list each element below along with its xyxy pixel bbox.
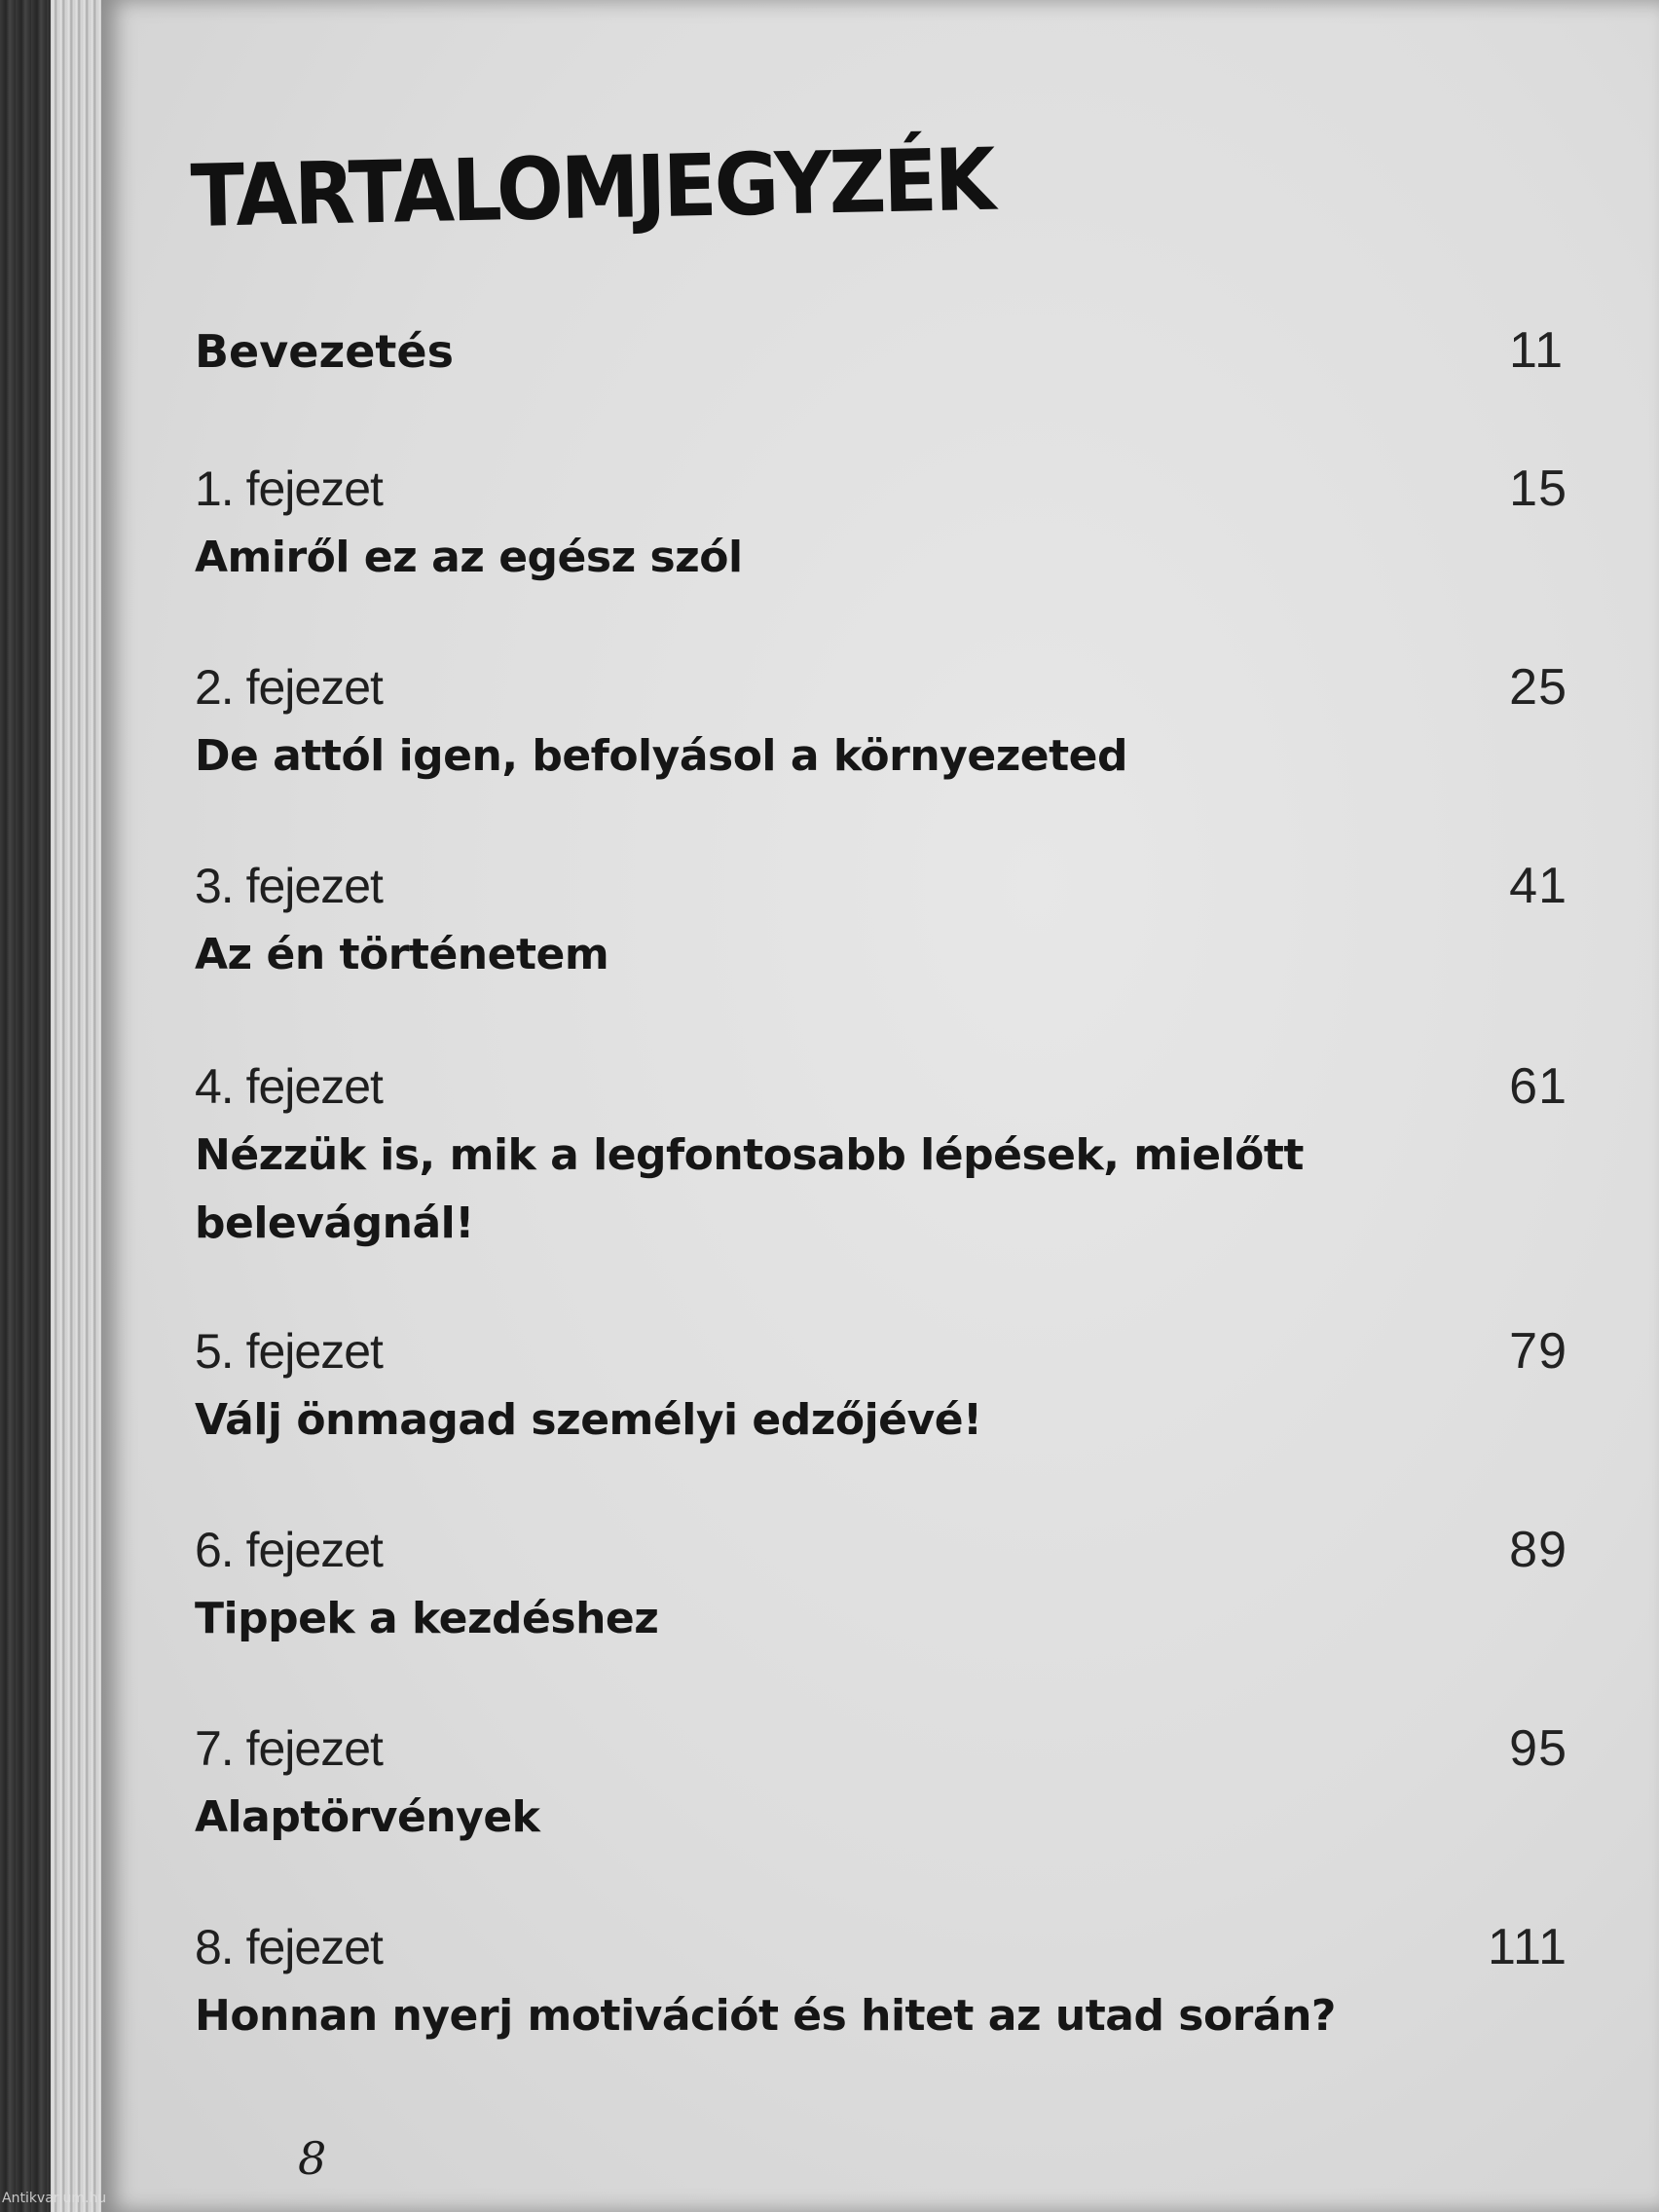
chapter-label: 8. fejezet	[195, 1920, 383, 1974]
page-edges	[51, 0, 107, 2212]
chapter-page-number: 15	[1509, 461, 1567, 517]
chapter-label: 2. fejezet	[195, 660, 383, 715]
chapter-page-number: 79	[1509, 1323, 1567, 1380]
toc-entry-intro	[195, 321, 1567, 460]
chapter-label: 7. fejezet	[195, 1721, 383, 1776]
toc-title: TARTALOMJEGYZÉK	[189, 129, 994, 246]
chapter-title: Válj önmagad személyi edzőjévé!	[195, 1395, 982, 1445]
chapter-label: 3. fejezet	[195, 859, 383, 913]
toc-entry-chapter-3	[195, 857, 1567, 1057]
chapter-page-number: 41	[1509, 858, 1567, 914]
toc-entry-chapter-4	[195, 1057, 1567, 1322]
chapter-title: Alaptörvények	[195, 1792, 540, 1842]
chapter-page-number: 61	[1509, 1058, 1567, 1115]
chapter-title: De attól igen, befolyásol a környezeted	[195, 731, 1128, 781]
toc-list	[195, 321, 1567, 2117]
chapter-title-line-1: Nézzük is, mik a legfontosabb lépések, mielőtt	[195, 1130, 1304, 1180]
chapter-title: Tippek a kezdéshez	[195, 1594, 659, 1643]
chapter-page-number: 25	[1509, 659, 1567, 716]
chapter-page-number: 111	[1487, 1919, 1567, 1975]
book-binding	[0, 0, 56, 2212]
watermark: Antikvarium.hu	[2, 2191, 107, 2206]
chapter-label: 1. fejezet	[195, 461, 383, 516]
chapter-title: Honnan nyerj motivációt és hitet az utad során?	[195, 1991, 1336, 2041]
intro-page-number: 11	[1509, 322, 1564, 379]
toc-entry-chapter-2	[195, 658, 1567, 857]
toc-entry-chapter-1	[195, 460, 1567, 658]
chapter-page-number: 89	[1509, 1522, 1567, 1578]
page-number: 8	[298, 2132, 327, 2185]
intro-title: Bevezetés	[195, 325, 454, 378]
chapter-title: Az én történetem	[195, 930, 609, 979]
chapter-title-line-2: belevágnál!	[195, 1198, 474, 1248]
toc-entry-chapter-5	[195, 1322, 1567, 1521]
chapter-page-number: 95	[1509, 1720, 1567, 1777]
chapter-label: 6. fejezet	[195, 1523, 383, 1577]
chapter-title: Amiről ez az egész szól	[195, 533, 743, 582]
toc-entry-chapter-6	[195, 1521, 1567, 1719]
toc-entry-chapter-8	[195, 1918, 1567, 2117]
toc-entry-chapter-7	[195, 1719, 1567, 1918]
chapter-label: 4. fejezet	[195, 1059, 383, 1114]
chapter-label: 5. fejezet	[195, 1324, 383, 1379]
